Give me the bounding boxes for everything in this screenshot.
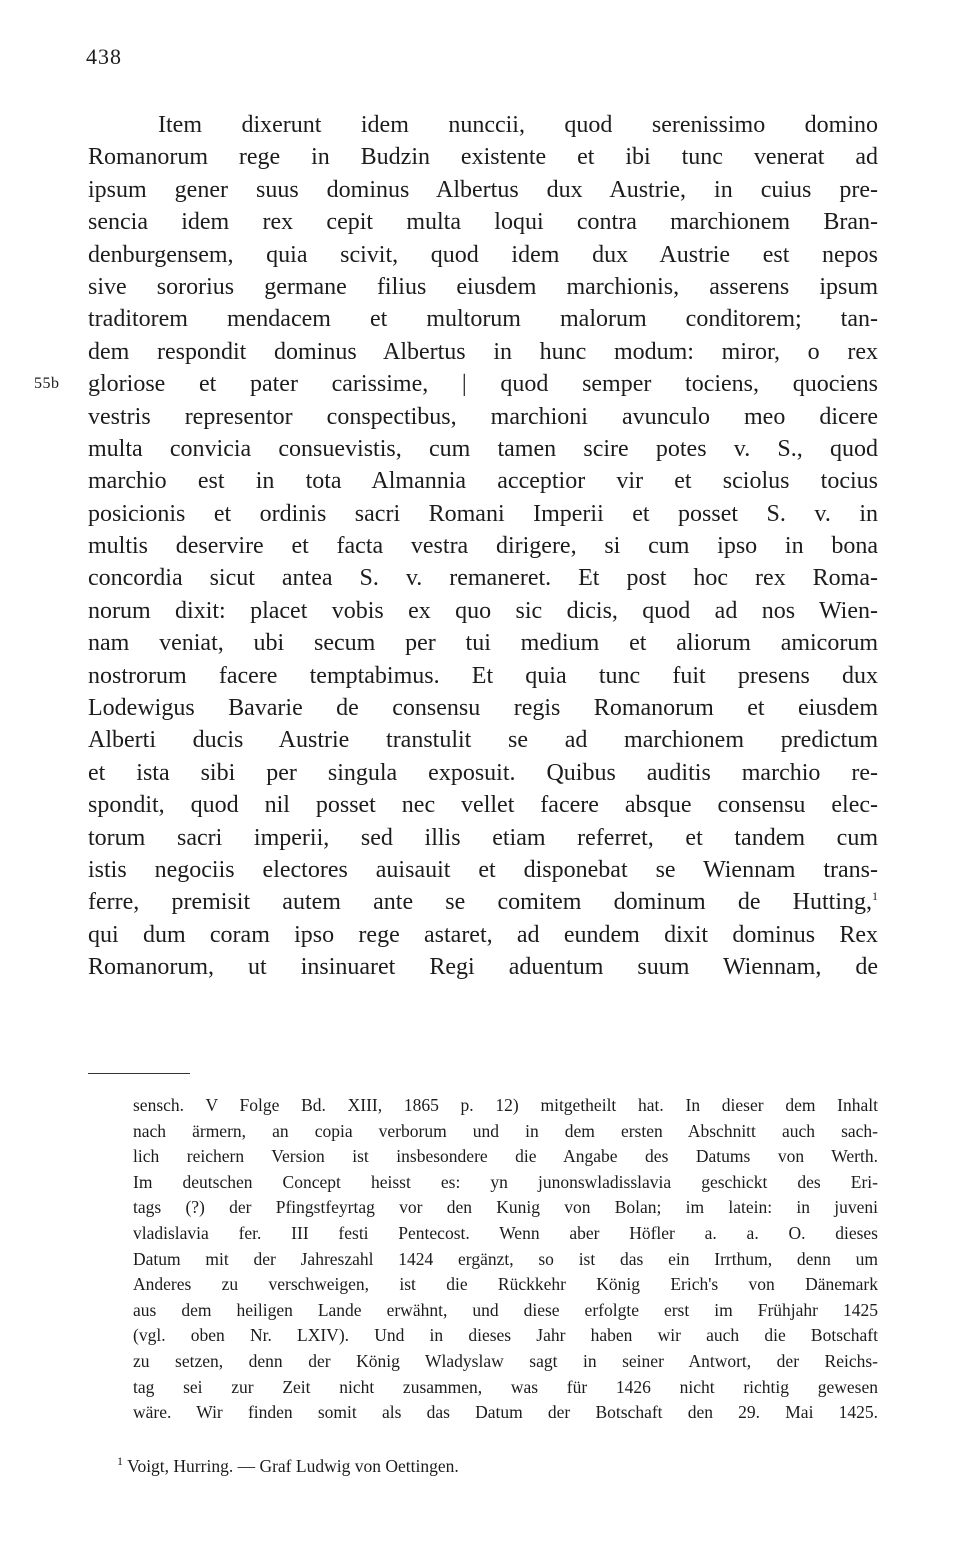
text-line: vestris representor conspectibus, marchioni avunculo meo dicere: [88, 403, 878, 430]
text-line: Lodewigus Bavarie de consensu regis Romanorum et eiusdem: [88, 695, 878, 722]
footnote-reference: 1: [872, 889, 878, 904]
note-line: nach ärmern, an copia verborum und in dem ersten Abschnitt auch sach-: [133, 1120, 878, 1141]
note-line: tags (?) der Pfingstfeyrtag vor den Kunig von Bolan; im latein: in juveni: [133, 1197, 878, 1218]
footnote-marker: 1: [117, 1454, 123, 1469]
main-text-block: [34, 109, 878, 984]
footnote-text: Voigt, Hurring. — Graf Ludwig von Oettingen.: [127, 1456, 459, 1476]
text-line: traditorem mendacem et multorum malorum conditorem; tan-: [88, 306, 878, 333]
text-line: nostrorum facere temptabimus. Et quia tunc fuit presens dux: [88, 662, 878, 689]
text-line: qui dum coram ipso rege astaret, ad eundem dixit dominus Rex: [88, 921, 878, 948]
text-line: marchio est in tota Almannia acceptior vir et sciolus tocius: [88, 468, 878, 495]
note-line: tag sei zur Zeit nicht zusammen, was für 1426 nicht richtig gewesen: [133, 1376, 878, 1397]
text-line-content: gloriose et pater carissime, | quod semper tociens, quociens: [88, 371, 878, 398]
footnote-separator: [88, 1073, 190, 1074]
margin-folio-note: 55b: [34, 375, 60, 393]
text-line: sive sororius germane filius eiusdem marchionis, asserens ipsum: [88, 273, 878, 300]
note-line: vladislavia fer. III festi Pentecost. Wenn aber Höfler a. a. O. dieses: [133, 1222, 878, 1243]
text-line: concordia sicut antea S. v. remaneret. Et post hoc rex Roma-: [88, 565, 878, 592]
text-line: Item dixerunt idem nunccii, quod serenissimo domino: [158, 112, 878, 138]
text-line: denburgensem, quia scivit, quod idem dux Austrie est nepos: [88, 241, 878, 268]
text-line: torum sacri imperii, sed illis etiam referret, et tandem cum: [88, 824, 878, 851]
notes-block: [133, 1093, 878, 1426]
text-line: dem respondit dominus Albertus in hunc modum: miror, o rex: [88, 338, 878, 365]
note-line: Anderes zu verschweigen, ist die Rückkehr König Erich's von Dänemark: [133, 1274, 878, 1295]
note-line: zu setzen, denn der König Wladyslaw sagt in seiner Antwort, der Reichs-: [133, 1350, 878, 1371]
text-line-content: ferre, premisit autem ante se comitem dominum de Hutting,: [88, 889, 872, 916]
page-number: 438: [86, 44, 122, 69]
note-line: Im deutschen Concept heisst es: yn junonswladisslavia geschickt des Eri-: [133, 1171, 878, 1192]
text-line: Romanorum, ut insinuaret Regi aduentum suum Wiennam, de: [88, 954, 878, 981]
text-line: Alberti ducis Austrie transtulit se ad marchionem predictum: [88, 727, 878, 754]
note-line: Datum mit der Jahreszahl 1424 ergänzt, so ist das ein Irrthum, denn um: [133, 1248, 878, 1269]
text-line: Romanorum rege in Budzin existente et ibi tunc venerat ad: [88, 144, 878, 171]
text-line: multis deservire et facta vestra dirigere, si cum ipso in bona: [88, 533, 878, 560]
text-line-with-footnote-ref: [88, 886, 878, 918]
note-line: aus dem heiligen Lande erwähnt, und diese erfolgte erst im Frühjahr 1425: [133, 1299, 878, 1320]
text-line: multa convicia consuevistis, cum tamen scire potes v. S., quod: [88, 435, 878, 462]
footnote: [117, 1454, 459, 1480]
text-line-with-margin-note: [34, 368, 878, 400]
text-line: norum dixit: placet vobis ex quo sic dicis, quod ad nos Wien-: [88, 597, 878, 624]
text-line: posicionis et ordinis sacri Romani Imperii et posset S. v. in: [88, 500, 878, 527]
text-line: spondit, quod nil posset nec vellet facere absque consensu elec-: [88, 792, 878, 819]
note-line: sensch. V Folge Bd. XIII, 1865 p. 12) mitgetheilt hat. In dieser dem Inhalt: [133, 1095, 878, 1115]
text-line: sencia idem rex cepit multa loqui contra marchionem Bran-: [88, 209, 878, 236]
text-line: istis negociis electores auisauit et disponebat se Wiennam trans-: [88, 856, 878, 883]
text-line: ipsum gener suus dominus Albertus dux Austrie, in cuius pre-: [88, 176, 878, 203]
note-line: lich reichern Version ist insbesondere die Angabe des Datums von Werth.: [133, 1146, 878, 1167]
note-line: wäre. Wir finden somit als das Datum der Botschaft den 29. Mai 1425.: [133, 1402, 878, 1423]
note-line: (vgl. oben Nr. LXIV). Und in dieses Jahr haben wir auch die Botschaft: [133, 1325, 878, 1346]
text-line: et ista sibi per singula exposuit. Quibus auditis marchio re-: [88, 759, 878, 786]
text-line: nam veniat, ubi secum per tui medium et aliorum amicorum: [88, 630, 878, 657]
